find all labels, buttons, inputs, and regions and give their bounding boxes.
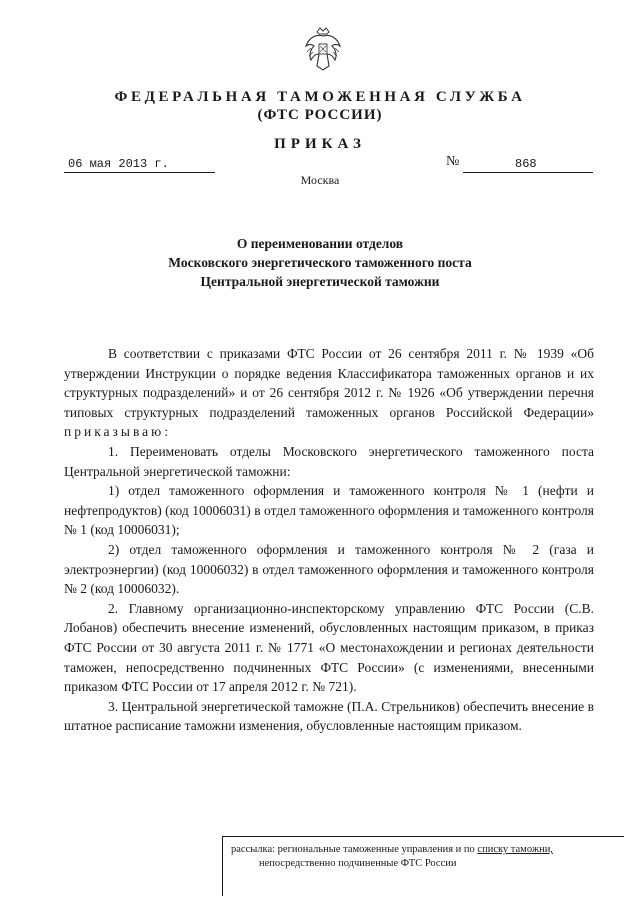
agency-abbreviation: (ФТС РОССИИ) [257,107,383,123]
mailing-text: непосредственно подчиненные ФТС России [259,858,457,869]
mailing-text: рассылка: региональные таможенные управления и по [231,844,475,855]
agency-name: ФЕДЕРАЛЬНАЯ ТАМОЖЕННАЯ СЛУЖБА [114,89,526,105]
order-date: 06 мая 2013 г. [64,157,215,173]
clause-paragraph: 3. Центральной энергетической таможне (П.А. Стрельников) обеспечить внесение в штатное расписание таможни изменения, обусловленные настоящим приказом. [64,698,594,734]
clause-paragraph: 2. Главному организационно-инспекторскому управлению ФТС России (С.В. Лобанов) обеспечить внесение изменений, обусловленных настоящим приказом, в приказ ФТС России от 30 августа 2011 г. № 1771 «О местонахождении и регионах деятельности таможен, непосредственно подчиненных ФТС России» (с изменениями, внесенными приказом ФТС России от 17 апреля 2012 г. № 721). [64,600,594,695]
clause-paragraph: 1. Переименовать отделы Московского энергетического таможенного поста Центральной энергетической таможни: [64,443,594,479]
order-body [64,344,594,736]
russian-coat-of-arms-icon [303,26,343,72]
order-subject [0,234,640,291]
preamble-paragraph [64,344,594,442]
subject-line: Центральной энергетической таможни [200,274,440,289]
order-word: приказываю: [64,424,171,440]
number-sign: № [446,154,460,169]
subject-line: Московского энергетического таможенного поста [168,255,472,270]
clause-paragraph: 1) отдел таможенного оформления и таможенного контроля № 1 (нефти и нефтепродуктов) (код 10006031) в отдел таможенного оформления и таможенного контроля № 1 (код 10006031); [64,483,594,538]
clause-paragraph: 2) отдел таможенного оформления и таможенного контроля № 2 (газа и электроэнергии) (код 10006032) в отдел таможенного оформления и таможенного контроля № 2 (код 10006032). [64,541,594,597]
document-type: ПРИКАЗ [274,136,366,152]
preamble-text: В соответствии с приказами ФТС России от 26 сентября 2011 г. № 1939 «Об утверждении Инструкции о порядке ведения Классификатора таможенных органов и их структурных подразделений» и от 26 сентября 2012 г. № 1926 «Об утверждении перечня типовых структурных подразделений таможенных органов Российской Федерации» [64,346,594,420]
mailing-underlined-text: списку таможни, [477,844,553,855]
order-number: 868 [463,157,593,173]
city: Москва [300,173,340,187]
subject-line: О переименовании отделов [236,236,404,251]
mailing-list-note [222,836,624,896]
